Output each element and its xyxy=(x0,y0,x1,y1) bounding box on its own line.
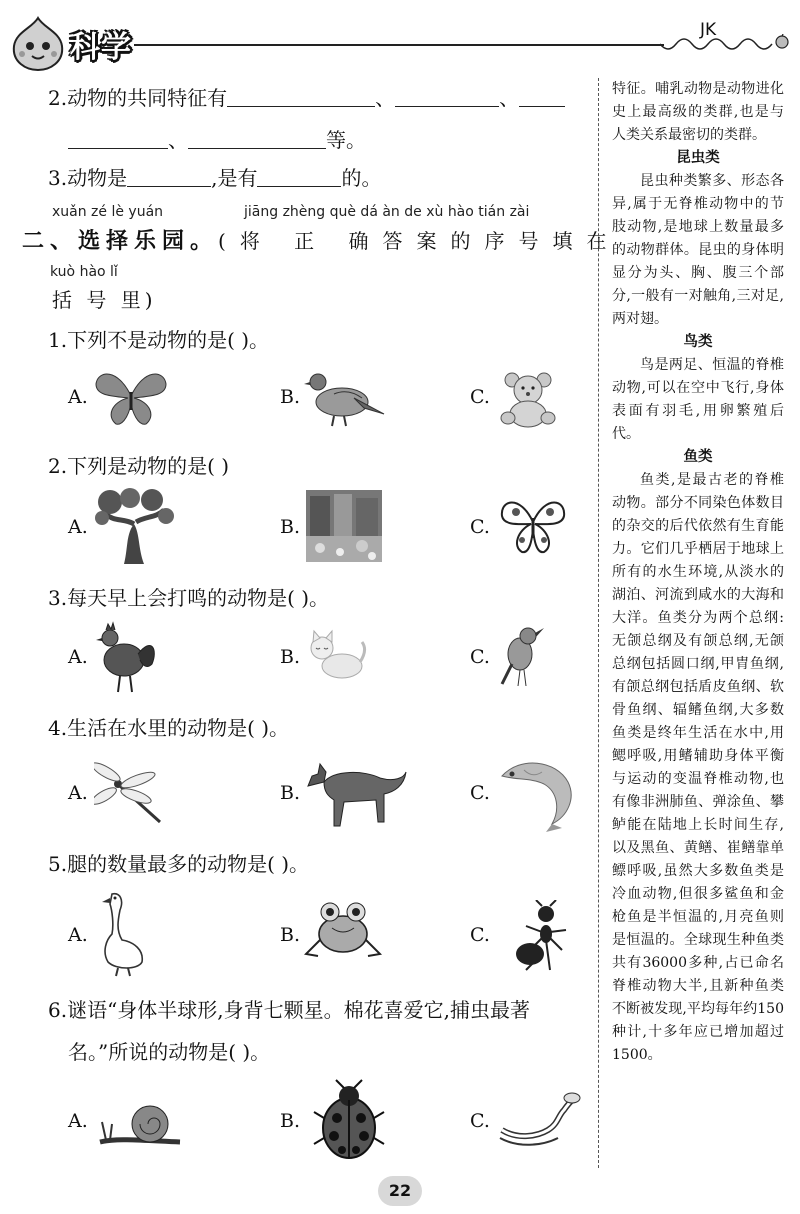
option-a[interactable]: A. xyxy=(68,386,88,408)
sidebar-heading-bird: 鸟类 xyxy=(683,334,713,350)
q2-end: 等。 xyxy=(326,128,366,152)
wolf-icon xyxy=(304,752,408,832)
question-6-cont: 名。”所说的动物是( )。 xyxy=(68,1040,271,1064)
q2-text: 2.动物的共同特征有 xyxy=(48,86,228,110)
option-c[interactable]: C. xyxy=(470,924,490,946)
option-c[interactable]: C. xyxy=(470,782,490,804)
garden-scene-icon xyxy=(306,490,382,562)
option-b[interactable]: B. xyxy=(280,386,301,408)
option-a[interactable]: A. xyxy=(68,646,88,668)
question-1: 1.下列不是动物的是( )。 xyxy=(48,328,270,352)
question-4: 4.生活在水里的动物是( )。 xyxy=(48,716,290,740)
option-a[interactable]: A. xyxy=(68,782,88,804)
question-2: 2.下列是动物的是( ) xyxy=(48,454,230,478)
ant-icon xyxy=(506,900,576,972)
knowledge-sidebar xyxy=(612,78,784,1067)
option-b[interactable]: B. xyxy=(280,516,301,538)
rooster-icon xyxy=(94,620,160,694)
sidebar-heading-insect: 昆虫类 xyxy=(676,150,720,166)
edition-label: JK xyxy=(700,20,717,40)
header-wave-ornament xyxy=(660,34,796,58)
answer-blank[interactable] xyxy=(519,88,565,107)
songbird-icon xyxy=(498,624,546,690)
fill-question-3 xyxy=(48,162,381,191)
cat-icon xyxy=(306,628,368,684)
question-5: 5.腿的数量最多的动物是( )。 xyxy=(48,852,310,876)
butterfly-icon xyxy=(498,494,568,556)
answer-blank[interactable] xyxy=(68,130,168,149)
question-3: 3.每天早上会打鸣的动物是( )。 xyxy=(48,586,330,610)
goose-icon xyxy=(98,890,146,978)
separator: 、 xyxy=(168,128,188,152)
q3-end: 的。 xyxy=(341,166,382,190)
sidebar-insect-text: 昆虫种类繁多、形态各异,属于无脊椎动物中的节肢动物,是地球上数量最多的动物群体。昆虫的身体明显分为头、胸、腹三个部分,一般有一对触角,三对足,两对翅。 xyxy=(612,173,784,327)
sidebar-fish-text: 鱼类,是最古老的脊椎动物。部分不同染色体数目的杂交的后代依然有生育能力。它们几乎栖居于地球上所有的水生环境,从淡水的湖泊、河流到咸水的大海和大洋。鱼类分为两个总纲:无颌总纲及有颌总纲,无颌总纲包括圆口纲,甲胄鱼纲,有颌总纲包括盾皮鱼纲、软骨鱼纲、辐鳍鱼纲,大多数鱼类是终年生活在水中,用鳃呼吸,用鳍辅助身体平衡与运动的变温脊椎动物,也有像非洲肺鱼、弹涂鱼、攀鲈能在陆地上长时间生存,以及黑鱼、黄鳝、崔鳝靠单鳔呼吸,虽然大多数鱼类是冷血动物,但很多鲨鱼和金枪鱼是半恒温的,月亮鱼则是恒温的。全球现生种鱼类共有36000多种,占已命名脊椎动物大半,且新种鱼类不断被发现,平均每年约150种计,十多年应已增加超过1500。 xyxy=(612,472,784,1063)
q3-text: 3.动物是 xyxy=(48,166,128,190)
q3-mid: ,是有 xyxy=(211,166,258,190)
answer-blank[interactable] xyxy=(188,130,326,149)
sidebar-bird-text: 鸟是两足、恒温的脊椎动物,可以在空中飞行,身体表面有羽毛,用卵繁殖后代。 xyxy=(612,357,784,442)
fish-icon xyxy=(496,752,584,832)
pinyin-instruction: jiāng zhèng què dá àn de xù hào tián zài xyxy=(244,204,530,220)
section-heading xyxy=(22,224,621,255)
snail-icon xyxy=(96,1098,184,1148)
tree-icon xyxy=(94,488,176,564)
sidebar-heading-fish: 鱼类 xyxy=(683,449,713,465)
separator: 、 xyxy=(499,86,520,110)
option-b[interactable]: B. xyxy=(280,646,301,668)
butterfly-icon xyxy=(94,366,168,428)
pinyin-section-title: xuǎn zé lè yuán xyxy=(52,204,164,220)
answer-blank[interactable] xyxy=(257,168,341,187)
ladybug-icon xyxy=(312,1078,386,1162)
dragonfly-icon xyxy=(94,760,170,826)
section-title: 二、选择乐园。 xyxy=(22,228,219,254)
sidebar-divider xyxy=(598,78,599,1168)
option-c[interactable]: C. xyxy=(470,1110,490,1132)
subject-title: 科学 xyxy=(70,30,132,65)
question-6: 6.谜语“身体半球形,身背七颗星。棉花喜爱它,捕虫最著 xyxy=(48,998,531,1022)
option-a[interactable]: A. xyxy=(68,1110,88,1132)
fill-question-2-cont xyxy=(68,124,366,153)
teddy-bear-icon xyxy=(498,370,560,428)
answer-blank[interactable] xyxy=(227,88,375,107)
option-c[interactable]: C. xyxy=(470,646,490,668)
separator: 、 xyxy=(375,86,396,110)
page-number: 22 xyxy=(378,1176,422,1206)
pigeon-icon xyxy=(304,364,386,430)
option-a[interactable]: A. xyxy=(68,516,88,538)
pinyin-instruction-2: kuò hào lǐ xyxy=(50,264,118,280)
option-b[interactable]: B. xyxy=(280,782,301,804)
option-b[interactable]: B. xyxy=(280,1110,301,1132)
snake-icon xyxy=(498,1090,582,1150)
option-b[interactable]: B. xyxy=(280,924,301,946)
option-a[interactable]: A. xyxy=(68,924,88,946)
fill-question-2 xyxy=(48,82,565,111)
answer-blank[interactable] xyxy=(395,88,499,107)
frog-icon xyxy=(304,896,382,960)
option-c[interactable]: C. xyxy=(470,516,490,538)
section-instruction: (将 正 确答案的序号填在 xyxy=(218,229,621,253)
section-instruction-2: 括 号 里) xyxy=(52,288,157,312)
answer-blank[interactable] xyxy=(127,168,211,187)
sidebar-mammal-text: 特征。哺乳动物是动物进化史上最高级的类群,也是与人类关系最密切的类群。 xyxy=(612,81,784,143)
option-c[interactable]: C. xyxy=(470,386,490,408)
